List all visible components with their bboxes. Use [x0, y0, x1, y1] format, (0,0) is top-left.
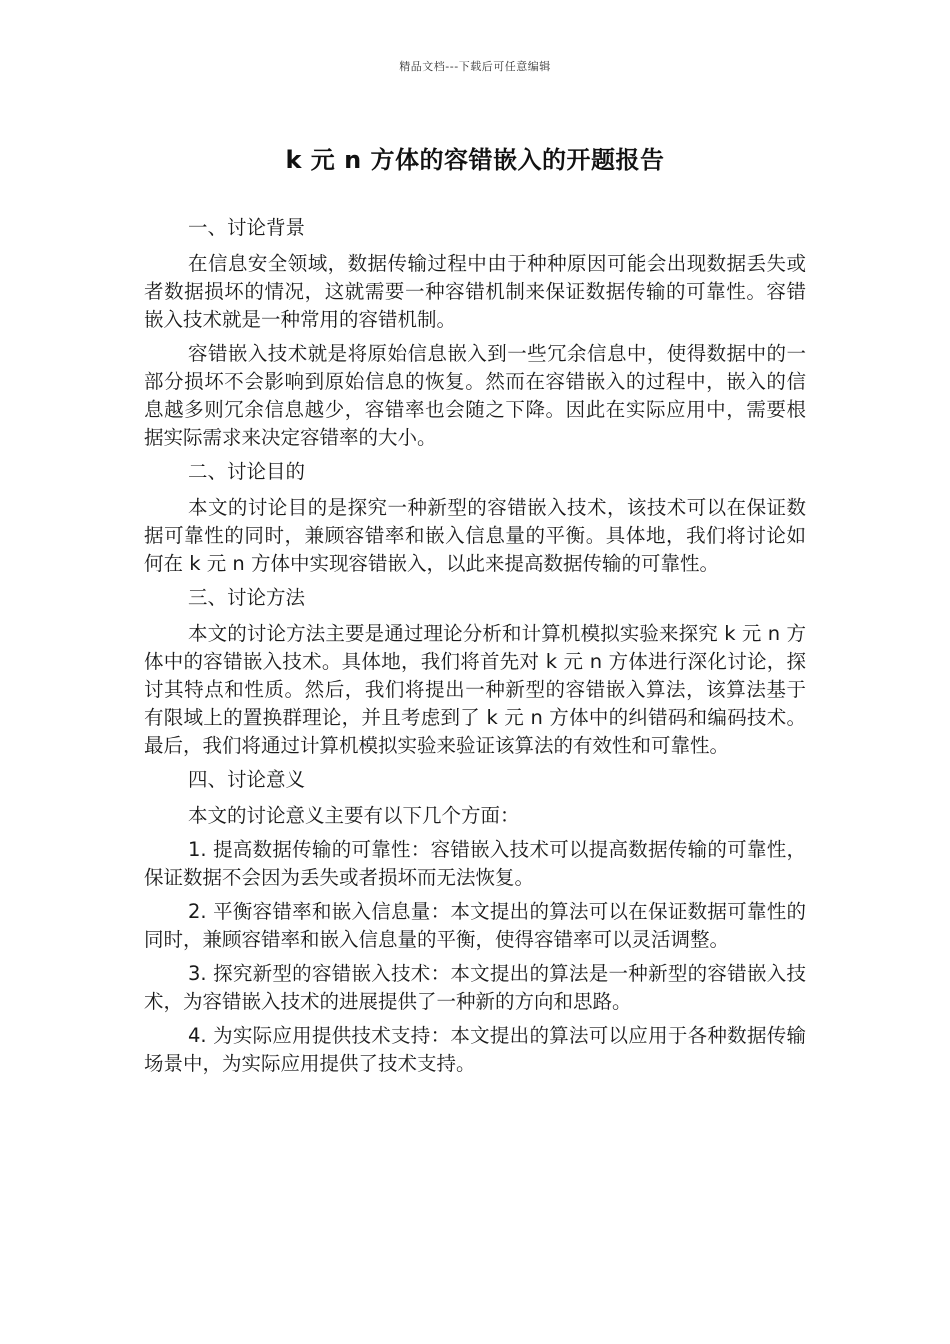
section-heading-significance: 四、讨论意义 [188, 768, 306, 791]
document-body [144, 214, 806, 1084]
header-note: 精品文档---下载后可任意编辑 [399, 60, 551, 73]
list-item-significance-4: 4. 为实际应用提供技术支持：本文提出的算法可以应用于各种数据传输场景中，为实际应用提供了技术支持。 [144, 1024, 806, 1075]
paragraph-purpose: 本文的讨论目的是探究一种新型的容错嵌入技术，该技术可以在保证数据可靠性的同时，兼顾容错率和嵌入信息量的平衡。具体地，我们将讨论如何在 k 元 n 方体中实现容错嵌入，以此来提高数据传输的可靠性。 [144, 496, 806, 575]
list-item-significance-3: 3. 探究新型的容错嵌入技术：本文提出的算法是一种新型的容错嵌入技术，为容错嵌入技术的进展提供了一种新的方向和思路。 [144, 962, 806, 1013]
section-heading-background: 一、讨论背景 [188, 216, 306, 239]
paragraph-significance-intro: 本文的讨论意义主要有以下几个方面： [188, 804, 520, 827]
paragraph-method: 本文的讨论方法主要是通过理论分析和计算机模拟实验来探究 k 元 n 方体中的容错嵌入技术。具体地，我们将首先对 k 元 n 方体进行深化讨论，探讨其特点和性质。然后，我们将提出一种新型的容错嵌入算法，该算法基于有限域上的置换群理论，并且考虑到了 k 元 n 方体中的纠错码和编码技术。最后，我们将通过计算机模拟实验来验证该算法的有效性和可靠性。 [144, 622, 806, 757]
section-heading-purpose: 二、讨论目的 [188, 460, 306, 483]
paragraph-background-2: 容错嵌入技术就是将原始信息嵌入到一些冗余信息中，使得数据中的一部分损坏不会影响到原始信息的恢复。然而在容错嵌入的过程中，嵌入的信息越多则冗余信息越少，容错率也会随之下降。因此在实际应用中，需要根据实际需求来决定容错率的大小。 [144, 342, 806, 449]
document-title: k 元 n 方体的容错嵌入的开题报告 [285, 146, 665, 174]
paragraph-background-1: 在信息安全领域，数据传输过程中由于种种原因可能会出现数据丢失或者数据损坏的情况，这就需要一种容错机制来保证数据传输的可靠性。容错嵌入技术就是一种常用的容错机制。 [144, 252, 806, 331]
list-item-significance-1: 1. 提高数据传输的可靠性：容错嵌入技术可以提高数据传输的可靠性，保证数据不会因为丢失或者损坏而无法恢复。 [144, 838, 806, 889]
list-item-significance-2: 2. 平衡容错率和嵌入信息量：本文提出的算法可以在保证数据可靠性的同时，兼顾容错率和嵌入信息量的平衡，使得容错率可以灵活调整。 [144, 900, 806, 951]
section-heading-method: 三、讨论方法 [188, 586, 306, 609]
